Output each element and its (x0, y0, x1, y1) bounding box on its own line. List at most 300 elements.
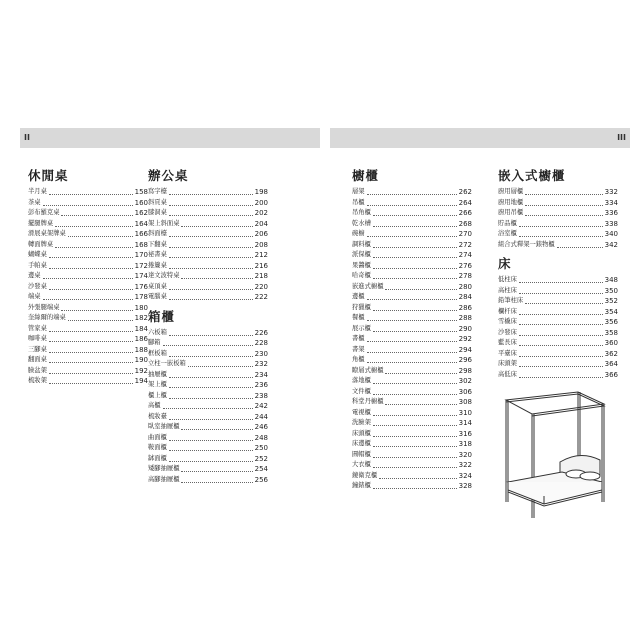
leader-dots (557, 247, 603, 248)
entry-page-number: 292 (458, 335, 472, 343)
entry-name: 書架 (352, 345, 365, 353)
leader-dots (49, 257, 133, 258)
entry-name: 轉面牌桌 (28, 240, 54, 248)
leader-dots (385, 289, 456, 290)
entry-name: 抽屜櫃 (148, 370, 167, 378)
entry-name: 梳妝臺 (148, 412, 167, 420)
toc-entry[interactable] (352, 355, 472, 366)
toc-entry[interactable] (28, 240, 148, 251)
toc-entry[interactable] (352, 376, 472, 387)
entry-page-number: 200 (254, 198, 268, 207)
entry-page-number: 280 (458, 282, 472, 291)
toc-entry[interactable] (352, 397, 472, 408)
leader-dots (519, 345, 603, 346)
toc-entry[interactable] (148, 282, 268, 293)
toc-entry[interactable] (148, 229, 268, 240)
entry-page-number: 230 (254, 349, 268, 358)
toc-entry[interactable] (148, 349, 268, 360)
leader-dots (373, 278, 457, 279)
entry-page-number: 178 (134, 293, 148, 301)
entry-name: 祕書桌 (148, 251, 167, 258)
entry-name: 狩獵櫃 (352, 303, 371, 311)
entry-name: 嵌進式櫥櫃 (352, 282, 384, 290)
entry-name: 平臺床 (498, 349, 517, 357)
toc-entry[interactable] (498, 338, 618, 349)
entry-page-number: 286 (458, 303, 472, 312)
entry-page-number: 190 (134, 356, 148, 364)
leader-dots (373, 457, 457, 458)
page-number: II (24, 133, 30, 142)
entry-page-number: 338 (604, 219, 618, 228)
toc-entry[interactable] (352, 282, 472, 293)
entry-name: 電腦桌 (148, 293, 167, 300)
toc-entry[interactable] (498, 286, 618, 297)
toc-entry[interactable] (148, 412, 268, 423)
entry-name: 邊桌 (28, 272, 41, 279)
leader-dots (43, 205, 133, 206)
toc-entry[interactable] (498, 317, 618, 328)
toc-entry[interactable] (498, 307, 618, 318)
entry-name: 邊櫃 (352, 293, 365, 300)
entry-name: 低柱床 (498, 276, 517, 283)
toc-entry[interactable] (352, 429, 472, 440)
toc-entry[interactable] (352, 345, 472, 356)
leader-dots (367, 341, 457, 342)
entry-name: 吊櫃 (352, 198, 365, 206)
leader-dots (373, 215, 457, 216)
toc-entry[interactable] (28, 313, 148, 324)
entry-page-number: 250 (254, 444, 268, 452)
toc-entry[interactable] (352, 261, 472, 272)
entry-name: 床邊櫃 (352, 440, 371, 447)
section-title: 休閒桌 (28, 168, 69, 183)
leader-dots (367, 299, 457, 300)
toc-entry[interactable] (148, 271, 268, 282)
entry-name: 落地櫃 (352, 377, 371, 384)
entry-name: 高櫃 (148, 402, 161, 409)
entry-page-number: 172 (134, 261, 148, 270)
entry-name: 沙發床 (498, 328, 517, 336)
leader-dots (49, 194, 133, 195)
entry-name: 框板箱 (148, 349, 167, 357)
toc-entry[interactable] (352, 481, 472, 492)
entry-page-number: 318 (458, 440, 472, 448)
leader-dots (169, 299, 253, 300)
leader-dots (169, 398, 253, 399)
leader-dots (373, 226, 457, 227)
entry-name: 電視櫃 (352, 408, 371, 416)
entry-page-number: 168 (134, 240, 148, 249)
entry-page-number: 274 (458, 251, 472, 259)
leader-dots (519, 356, 603, 357)
toc-entry[interactable] (498, 198, 618, 209)
header-band (20, 128, 320, 148)
toc-entry[interactable] (352, 439, 472, 450)
toc-entry[interactable] (352, 450, 472, 461)
toc-entry[interactable] (498, 349, 618, 360)
toc-column (498, 168, 618, 380)
toc-column (148, 168, 268, 485)
toc-entry[interactable] (352, 219, 472, 230)
toc-entry[interactable] (352, 418, 472, 429)
toc-entry[interactable] (352, 229, 472, 240)
entry-page-number: 268 (458, 219, 472, 228)
entry-name: 咖啡桌 (28, 335, 47, 342)
entry-name: 蝴蝶桌 (28, 251, 47, 258)
entry-page-number: 262 (458, 188, 472, 196)
leader-dots (169, 461, 253, 462)
entry-name: 高低床 (498, 370, 517, 378)
section-title: 箱櫃 (148, 308, 176, 324)
leader-dots (181, 278, 252, 279)
entry-page-number: 352 (604, 297, 618, 305)
entry-name: 鐘錶櫃 (352, 482, 371, 489)
entry-page-number: 316 (458, 429, 472, 438)
entry-name: 膝洞桌 (148, 209, 167, 216)
toc-entry[interactable] (148, 338, 268, 349)
entry-name: 高腳抽屜櫃 (148, 475, 180, 483)
leader-dots (519, 377, 603, 378)
entry-name: 藍長床 (498, 339, 517, 346)
toc-entry[interactable] (352, 208, 472, 219)
entry-name: 彭布羅克桌 (28, 209, 60, 216)
entry-page-number: 160 (134, 198, 148, 207)
leader-dots (373, 331, 457, 332)
toc-entry[interactable] (148, 401, 268, 412)
toc-entry[interactable] (28, 271, 148, 282)
toc-entry[interactable] (352, 471, 472, 482)
toc-entry[interactable] (148, 198, 268, 209)
toc-entry[interactable] (148, 380, 268, 391)
leader-dots (169, 440, 253, 441)
leader-dots (181, 471, 252, 472)
entry-page-number: 296 (458, 356, 472, 364)
entry-page-number: 242 (254, 402, 268, 410)
entry-page-number: 158 (134, 188, 148, 196)
entry-name: 架上斜面桌 (148, 219, 180, 227)
toc-entry[interactable] (28, 208, 148, 219)
entry-name: 浴室櫃 (498, 230, 517, 237)
leader-dots (519, 236, 603, 237)
page-number: III (617, 133, 626, 142)
leader-dots (519, 366, 603, 367)
toc-entry[interactable] (28, 219, 148, 230)
entry-name: 床頭櫃 (352, 429, 371, 437)
toc-entry[interactable] (498, 229, 618, 240)
entry-name: 瞭層式櫥櫃 (352, 366, 384, 374)
entry-page-number: 332 (604, 188, 618, 196)
entry-name: 翻面桌 (28, 356, 47, 363)
toc-entry[interactable] (352, 240, 472, 251)
entry-page-number: 236 (254, 381, 268, 389)
entry-name: 半月桌 (28, 188, 47, 195)
section-title: 辦公桌 (148, 168, 189, 183)
entry-name: 吊角櫃 (352, 209, 371, 216)
toc-entry[interactable] (352, 366, 472, 377)
toc-entry[interactable] (352, 198, 472, 209)
section-title: 櫥櫃 (352, 168, 380, 183)
toc-entry[interactable] (352, 303, 472, 314)
entry-name: 六板箱 (148, 328, 167, 336)
leader-dots (525, 205, 602, 206)
toc-entry[interactable] (148, 240, 268, 251)
entry-name: 達文波特桌 (148, 272, 180, 279)
toc-entry[interactable] (352, 250, 472, 261)
entry-name: 斜頁桌 (148, 198, 167, 206)
entry-page-number: 180 (134, 303, 148, 312)
leader-dots (68, 236, 133, 237)
toc-entry[interactable] (28, 355, 148, 366)
leader-dots (169, 268, 253, 269)
leader-dots (49, 268, 133, 269)
entry-name: 臥室抽屜櫃 (148, 423, 180, 430)
toc-entry[interactable] (28, 303, 148, 314)
toc-entry[interactable] (148, 328, 268, 339)
entry-name: 架上櫃 (148, 381, 167, 388)
toc-entry[interactable] (148, 464, 268, 475)
toc-entry[interactable] (352, 408, 472, 419)
toc-entry[interactable] (498, 219, 618, 230)
entry-page-number: 302 (458, 377, 472, 385)
toc-entry[interactable] (28, 345, 148, 356)
toc-entry[interactable] (352, 292, 472, 303)
entry-name: 餐櫃 (352, 314, 365, 321)
entry-page-number: 226 (254, 328, 268, 337)
entry-page-number: 328 (458, 482, 472, 490)
toc-entry[interactable] (352, 187, 472, 198)
entry-name: 梳妝架 (28, 377, 47, 384)
leader-dots (169, 335, 253, 336)
leader-dots (49, 362, 133, 363)
toc-entry[interactable] (352, 271, 472, 282)
entry-name: 管家桌 (28, 324, 47, 332)
section-title: 床 (498, 256, 512, 271)
toc-entry[interactable] (498, 296, 618, 307)
entry-name: 雪橇床 (498, 318, 517, 325)
entry-page-number: 342 (604, 240, 618, 249)
leader-dots (181, 429, 252, 430)
leader-dots (367, 320, 457, 321)
entry-page-number: 222 (254, 293, 268, 301)
entry-page-number: 244 (254, 412, 268, 421)
entry-page-number: 364 (604, 360, 618, 368)
entry-name: 派保櫃 (352, 251, 371, 258)
entry-name: 矮腳抽屜櫃 (148, 465, 180, 472)
toc-entry[interactable] (28, 187, 148, 198)
entry-name: 角櫃 (352, 356, 365, 363)
toc-entry[interactable] (148, 422, 268, 433)
entry-page-number: 184 (134, 324, 148, 333)
toc-entry[interactable] (148, 208, 268, 219)
entry-name: 鏡衛克櫃 (352, 471, 378, 479)
entry-name: 鉛筆柱床 (498, 297, 524, 304)
entry-name: 書櫃 (352, 335, 365, 342)
entry-page-number: 202 (254, 209, 268, 217)
toc-entry[interactable] (148, 433, 268, 444)
leader-dots (49, 289, 133, 290)
canopy-bed-illustration (500, 390, 608, 522)
toc-entry[interactable] (28, 229, 148, 240)
entry-page-number: 162 (134, 209, 148, 217)
toc-entry[interactable] (28, 292, 148, 303)
leader-dots (169, 194, 253, 195)
toc-entry[interactable] (352, 460, 472, 471)
toc-entry[interactable] (28, 261, 148, 272)
entry-page-number: 234 (254, 370, 268, 379)
toc-entry[interactable] (498, 370, 618, 381)
toc-entry[interactable] (498, 187, 618, 198)
entry-page-number: 266 (458, 209, 472, 217)
entry-name: 碗櫥 (352, 230, 365, 237)
toc-entry[interactable] (28, 376, 148, 387)
leader-dots (367, 236, 457, 237)
leader-dots (373, 247, 457, 248)
entry-page-number: 208 (254, 240, 268, 249)
toc-entry[interactable] (28, 334, 148, 345)
leader-dots (55, 226, 132, 227)
entry-page-number: 298 (458, 366, 472, 375)
toc-entry[interactable] (352, 313, 472, 324)
entry-name: 奎絲爾的端桌 (28, 314, 66, 321)
entry-name: 展示櫃 (352, 324, 371, 332)
toc-entry[interactable] (148, 261, 268, 272)
entry-page-number: 322 (458, 461, 472, 469)
entry-page-number: 354 (604, 307, 618, 316)
toc-entry[interactable] (28, 250, 148, 261)
leader-dots (367, 362, 457, 363)
entry-page-number: 308 (458, 398, 472, 406)
toc-entry[interactable] (148, 219, 268, 230)
leader-dots (373, 383, 457, 384)
entry-page-number: 248 (254, 433, 268, 442)
leader-dots (519, 335, 603, 336)
leader-dots (181, 482, 252, 483)
entry-name: 高柱床 (498, 286, 517, 294)
toc-entry[interactable] (148, 359, 268, 370)
leader-dots (385, 373, 456, 374)
toc-entry[interactable] (28, 282, 148, 293)
entry-name: 乾水槽 (352, 219, 371, 227)
toc-entry[interactable] (352, 387, 472, 398)
toc-entry[interactable] (498, 359, 618, 370)
leader-dots (55, 247, 132, 248)
entry-page-number: 310 (458, 408, 472, 417)
left-page (20, 128, 320, 528)
toc-entry[interactable] (352, 334, 472, 345)
entry-name: 立柱一嵌板箱 (148, 360, 186, 367)
entry-page-number: 188 (134, 345, 148, 354)
leader-dots (373, 415, 457, 416)
entry-name: 文件櫃 (352, 387, 371, 395)
leader-dots (519, 324, 603, 325)
entry-name: 三腳桌 (28, 345, 47, 353)
leader-dots (379, 478, 456, 479)
entry-page-number: 166 (134, 230, 148, 238)
toc-entry[interactable] (148, 391, 268, 402)
entry-name: 貯品櫃 (498, 219, 517, 227)
entry-page-number: 356 (604, 318, 618, 326)
entry-name: 擺腿牌桌 (28, 219, 54, 227)
leader-dots (68, 320, 133, 321)
leader-dots (373, 446, 457, 447)
leader-dots (61, 310, 132, 311)
toc-entry[interactable] (498, 208, 618, 219)
leader-dots (169, 450, 253, 451)
leader-dots (49, 341, 133, 342)
toc-entry[interactable] (498, 240, 618, 251)
entry-name: 腳箱 (148, 339, 161, 346)
right-page (330, 128, 630, 528)
toc-entry[interactable] (148, 443, 268, 454)
toc-entry[interactable] (28, 198, 148, 209)
entry-name: 層架 (352, 188, 365, 195)
toc-entry[interactable] (148, 475, 268, 486)
leader-dots (49, 373, 133, 374)
entry-page-number: 264 (458, 198, 472, 207)
entry-name: 大衣櫃 (352, 461, 371, 468)
toc-entry[interactable] (28, 324, 148, 335)
toc-entry[interactable] (148, 292, 268, 303)
entry-name: 廚用層櫃 (498, 188, 524, 195)
entry-page-number: 212 (254, 251, 268, 259)
leader-dots (169, 257, 253, 258)
entry-page-number: 164 (134, 219, 148, 228)
entry-name: 外張腿端桌 (28, 303, 60, 311)
toc-entry[interactable] (148, 370, 268, 381)
toc-entry[interactable] (498, 275, 618, 286)
toc-column (28, 168, 148, 387)
entry-page-number: 288 (458, 314, 472, 322)
leader-dots (169, 356, 253, 357)
entry-page-number: 272 (458, 240, 472, 249)
leader-dots (373, 257, 457, 258)
entry-name: 床頭架 (498, 360, 517, 367)
entry-name: 廚用地櫃 (498, 198, 524, 206)
entry-name: 寫字檯 (148, 188, 167, 195)
entry-name: 下翻桌 (148, 240, 167, 248)
leader-dots (373, 394, 457, 395)
toc-column (352, 168, 472, 492)
leader-dots (519, 314, 603, 315)
entry-page-number: 206 (254, 230, 268, 238)
toc-entry[interactable] (148, 187, 268, 198)
entry-page-number: 186 (134, 335, 148, 343)
toc-entry[interactable] (498, 328, 618, 339)
entry-name: 曲面櫃 (148, 433, 167, 441)
entry-page-number: 232 (254, 360, 268, 368)
leader-dots (169, 247, 253, 248)
leader-dots (519, 282, 603, 283)
entry-page-number: 366 (604, 370, 618, 379)
toc-entry[interactable] (352, 324, 472, 335)
leader-dots (169, 205, 253, 206)
toc-entry[interactable] (148, 454, 268, 465)
leader-dots (373, 425, 457, 426)
entry-page-number: 238 (254, 391, 268, 400)
entry-page-number: 360 (604, 339, 618, 347)
leader-dots (367, 194, 457, 195)
leader-dots (163, 345, 253, 346)
toc-entry[interactable] (148, 250, 268, 261)
toc-entry[interactable] (28, 366, 148, 377)
entry-page-number: 314 (458, 419, 472, 427)
entry-name: 調料櫃 (352, 240, 371, 248)
leader-dots (163, 408, 253, 409)
entry-page-number: 192 (134, 366, 148, 375)
leader-dots (373, 436, 457, 437)
entry-page-number: 216 (254, 261, 268, 270)
entry-name: 廚用吊櫃 (498, 209, 524, 216)
